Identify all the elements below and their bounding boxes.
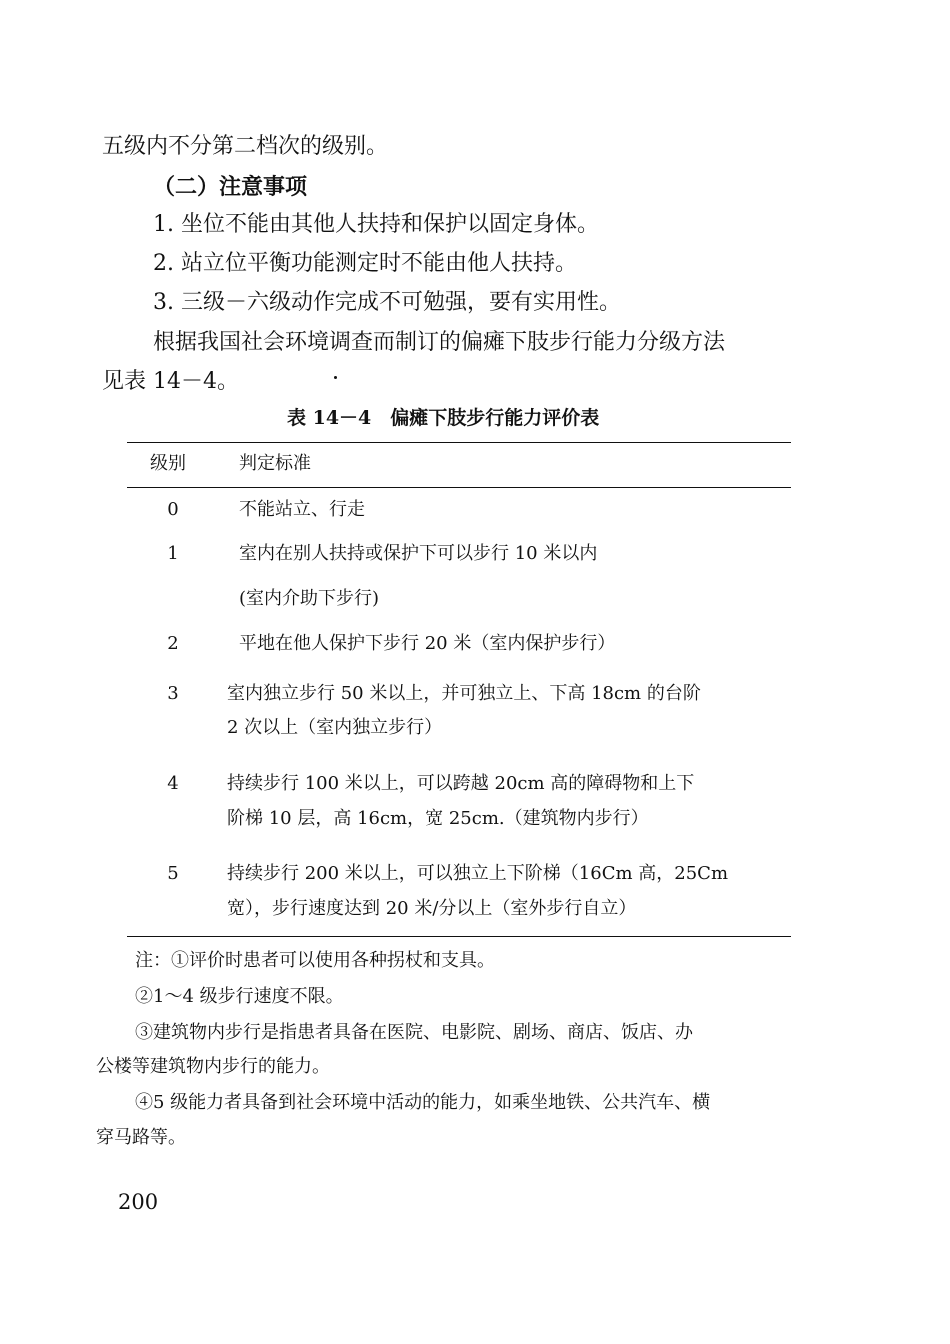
- note-line: ③建筑物内步行是指患者具备在医院、电影院、剧场、商店、饭店、办: [135, 1022, 693, 1043]
- table-top-rule: [127, 442, 791, 443]
- table-cell-criteria: 平地在他人保护下步行 20 米（室内保护步行）: [239, 633, 616, 654]
- table-cell-level: 2: [167, 633, 179, 654]
- table-cell-criteria: 2 次以上（室内独立步行）: [227, 717, 443, 738]
- note-line: ④5 级能力者具备到社会环境中活动的能力，如乘坐地铁、公共汽车、横: [135, 1092, 711, 1113]
- table-cell-level: 1: [167, 543, 179, 564]
- table-cell-criteria: 持续步行 100 米以上，可以跨越 20cm 高的障碍物和上下: [227, 773, 695, 794]
- table-header-level: 级别: [150, 453, 186, 474]
- body-text-line: 见表 14－4。: [102, 369, 239, 394]
- note-line: 公楼等建筑物内步行的能力。: [96, 1056, 330, 1077]
- table-cell-criteria: 持续步行 200 米以上，可以独立上下阶梯（16Cm 高，25Cm: [227, 863, 729, 884]
- list-item: 2. 站立位平衡功能测定时不能由他人扶持。: [153, 251, 577, 276]
- table-cell-level: 4: [167, 773, 179, 794]
- table-bottom-rule: [127, 936, 791, 937]
- stray-dot: [334, 376, 337, 379]
- table-cell-criteria: 宽），步行速度达到 20 米/分以上（室外步行自立）: [227, 898, 637, 919]
- table-cell-criteria: (室内介助下步行): [239, 588, 380, 609]
- table-title: 表 14－4 偏瘫下肢步行能力评价表: [287, 407, 600, 429]
- table-cell-criteria: 室内在别人扶持或保护下可以步行 10 米以内: [239, 543, 598, 564]
- list-item: 1. 坐位不能由其他人扶持和保护以固定身体。: [153, 212, 599, 237]
- note-line: 注：①评价时患者可以使用各种拐杖和支具。: [135, 950, 495, 971]
- table-cell-criteria: 不能站立、行走: [239, 499, 365, 520]
- table-cell-criteria: 室内独立步行 50 米以上，并可独立上、下高 18cm 的台阶: [227, 683, 701, 704]
- section-heading: （二）注意事项: [153, 174, 308, 200]
- body-text-line: 五级内不分第二档次的级别。: [102, 134, 389, 159]
- body-text-line: 根据我国社会环境调查而制订的偏瘫下肢步行能力分级方法: [153, 330, 726, 355]
- list-item: 3. 三级－六级动作完成不可勉强，要有实用性。: [153, 290, 621, 315]
- note-line: 穿马路等。: [96, 1127, 186, 1148]
- table-header-rule: [127, 487, 791, 488]
- table-header-criteria: 判定标准: [239, 453, 311, 474]
- table-cell-criteria: 阶梯 10 层，高 16cm，宽 25cm.（建筑物内步行）: [227, 808, 649, 829]
- table-cell-level: 3: [167, 683, 179, 704]
- table-cell-level: 0: [167, 499, 179, 520]
- page-number: 200: [118, 1190, 159, 1214]
- note-line: ②1～4 级步行速度不限。: [135, 986, 344, 1007]
- table-cell-level: 5: [167, 863, 179, 884]
